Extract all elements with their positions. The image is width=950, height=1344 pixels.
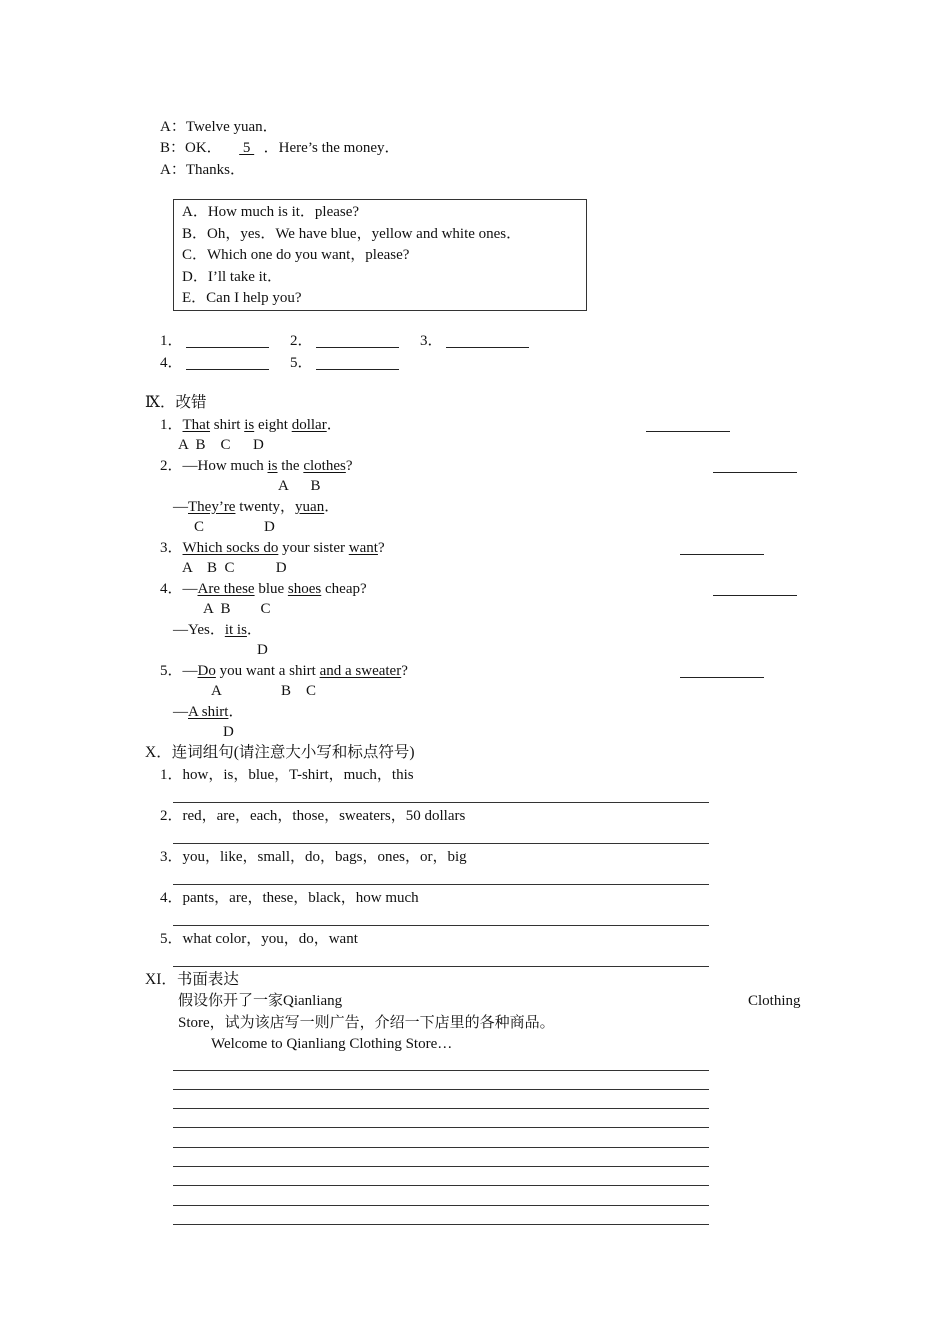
- writing-opening: Welcome to Qianliang Clothing Store…: [211, 1036, 453, 1052]
- sentence-answer-line-4[interactable]: [173, 925, 709, 926]
- error-q4-reply: [173, 623, 262, 638]
- sentence-answer-line-2[interactable]: [173, 843, 709, 844]
- q1-part-b: is: [244, 417, 255, 433]
- writing-line[interactable]: [173, 1166, 709, 1167]
- writing-line[interactable]: [173, 1185, 709, 1186]
- error-q5-reply: [173, 705, 243, 720]
- q5-reply-letters: D: [223, 724, 234, 740]
- answer-label-1: 1．: [160, 333, 183, 349]
- q3-answer-blank[interactable]: [680, 542, 764, 559]
- q3-part-abc: Which socks do: [182, 540, 279, 556]
- sentence-answer-line-5[interactable]: [173, 966, 709, 967]
- q2-answer-blank[interactable]: [713, 460, 797, 477]
- q3-num: 3．: [160, 540, 183, 556]
- error-q3: [160, 541, 385, 556]
- sentence-answer-line-1[interactable]: [173, 802, 709, 803]
- answer-blank-3[interactable]: [446, 335, 529, 352]
- answer-label-4: 4．: [160, 355, 183, 371]
- error-q4: [160, 582, 367, 597]
- sentence-item-1: 1．how，is，blue，T-shirt，much，this: [160, 767, 414, 783]
- sentence-answer-line-3[interactable]: [173, 884, 709, 885]
- option-c: C．Which one do you want，please?: [182, 247, 410, 263]
- writing-line[interactable]: [173, 1070, 709, 1071]
- q2-reply-text-2: ．: [324, 499, 340, 515]
- q4-part-c: shoes: [287, 581, 322, 597]
- q4-part-d: it is: [224, 622, 247, 638]
- q1-part-c: dollar: [291, 417, 327, 433]
- q4-text-2: cheap?: [321, 581, 367, 597]
- q5-letters: A B C: [211, 683, 317, 699]
- answer-label-2: 2．: [290, 333, 313, 349]
- section-11-title: XI．书面表达: [145, 971, 239, 988]
- q2-part-c: They’re: [188, 499, 236, 515]
- sentence-item-4: 4．pants，are，these，black，how much: [160, 890, 419, 906]
- q1-answer-blank[interactable]: [646, 419, 730, 436]
- q5-answer-blank[interactable]: [680, 665, 764, 682]
- q5-part-d: A shirt: [188, 704, 229, 720]
- writing-line[interactable]: [173, 1224, 709, 1225]
- dialogue-line-a1: A：Twelve yuan．: [160, 119, 278, 135]
- q4-letters: A B C: [203, 601, 271, 617]
- option-b: B．Oh，yes．We have blue，yellow and white ones．: [182, 226, 522, 242]
- dialogue-line-a2: A：Thanks．: [160, 162, 245, 178]
- q4-reply-letters: D: [257, 642, 268, 658]
- writing-line[interactable]: [173, 1147, 709, 1148]
- q1-part-a: That: [182, 417, 211, 433]
- q4-reply-prefix: —Yes．: [173, 622, 225, 638]
- section-10-title: X．连词组句(请注意大小写和标点符号): [145, 744, 415, 761]
- q5-part-bc: and a sweater: [319, 663, 402, 679]
- answer-label-3: 3．: [420, 333, 443, 349]
- answer-blank-1[interactable]: [186, 335, 269, 352]
- q2-part-d: yuan: [295, 499, 325, 515]
- q1-num: 1．: [160, 417, 183, 433]
- q2-reply-dash: —: [173, 499, 188, 515]
- q1-text-1: shirt: [210, 417, 245, 433]
- sentence-item-5: 5．what color，you，do，want: [160, 931, 358, 947]
- answer-label-5: 5．: [290, 355, 313, 371]
- dialogue-blank-5[interactable]: 5: [239, 140, 255, 156]
- error-q2-reply: [173, 500, 339, 515]
- dialogue-line-b-suffix: ．Here’s the money．: [263, 140, 400, 156]
- answer-blank-5[interactable]: [316, 357, 399, 374]
- q2-letters: A B: [278, 478, 321, 494]
- option-e: E．Can I help you?: [182, 290, 302, 306]
- q1-text-3: ．: [326, 417, 342, 433]
- q1-text-2: eight: [254, 417, 292, 433]
- q4-reply-text-1: ．: [246, 622, 262, 638]
- q5-reply-text-1: ．: [228, 704, 244, 720]
- q1-letters: A B C D: [178, 437, 264, 453]
- q2-num: 2．—How much: [160, 458, 268, 474]
- q4-answer-blank[interactable]: [713, 583, 797, 600]
- q2-reply-text-1: twenty，: [235, 499, 296, 515]
- error-q5: [160, 664, 408, 679]
- answer-blank-4[interactable]: [186, 357, 269, 374]
- q3-text-2: ?: [377, 540, 385, 556]
- q2-reply-letters: C D: [194, 519, 275, 535]
- q4-num: 4．—: [160, 581, 198, 597]
- option-d: D．I’ll take it．: [182, 269, 282, 285]
- q5-part-a: Do: [197, 663, 216, 679]
- q3-text-1: your sister: [278, 540, 349, 556]
- dialogue-line-b-prefix: B：OK．: [160, 140, 222, 156]
- writing-line[interactable]: [173, 1127, 709, 1128]
- section-9-title: Ⅸ．改错: [145, 394, 207, 411]
- q5-text-2: ?: [401, 663, 408, 679]
- q5-text-1: you want a shirt: [215, 663, 320, 679]
- error-q2: [160, 459, 353, 474]
- q5-num: 5．—: [160, 663, 198, 679]
- writing-line[interactable]: [173, 1205, 709, 1206]
- answer-blank-2[interactable]: [316, 335, 399, 352]
- q3-part-d: want: [348, 540, 378, 556]
- q4-part-ab: Are these: [197, 581, 255, 597]
- q2-part-b: clothes: [303, 458, 346, 474]
- writing-prompt-line-1-right: Clothing: [748, 993, 801, 1009]
- dialogue-line-b: [160, 141, 399, 156]
- error-q1: [160, 418, 342, 433]
- sentence-item-2: 2．red，are，each，those，sweaters，50 dollars: [160, 808, 466, 824]
- q4-text-1: blue: [254, 581, 288, 597]
- q2-part-a: is: [267, 458, 278, 474]
- q3-letters: A B C D: [182, 560, 287, 576]
- q2-text-2: ?: [345, 458, 353, 474]
- q2-text-1: the: [277, 458, 304, 474]
- writing-line[interactable]: [173, 1108, 709, 1109]
- sentence-item-3: 3．you，like，small，do，bags，ones，or，big: [160, 849, 467, 865]
- writing-prompt-line-1: 假设你开了一家Qianliang: [178, 993, 343, 1009]
- writing-prompt-line-2: Store，试为该店写一则广告，介绍一下店里的各种商品。: [178, 1015, 555, 1031]
- writing-line[interactable]: [173, 1089, 709, 1090]
- option-a: A．How much is it．please?: [182, 204, 360, 220]
- q5-reply-dash: —: [173, 704, 188, 720]
